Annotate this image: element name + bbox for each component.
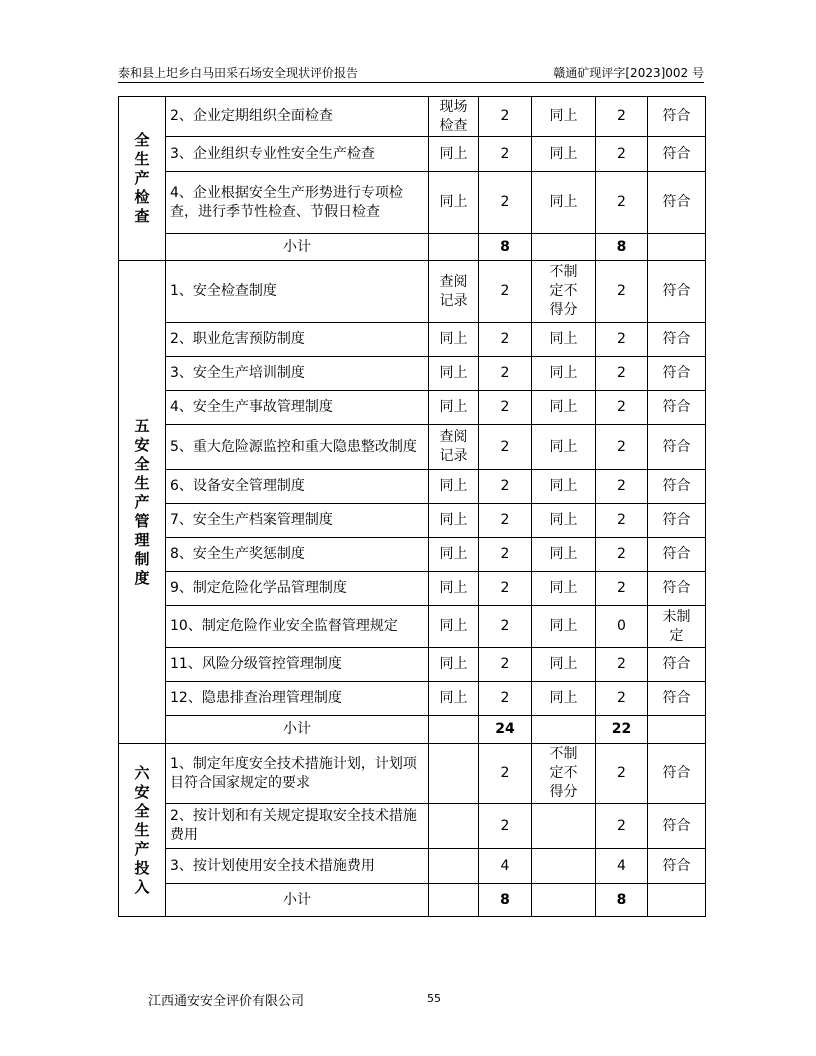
score-cell: 2 — [479, 425, 532, 470]
evaluation-table — [118, 96, 706, 917]
result-cell: 符合 — [648, 504, 706, 538]
result-cell: 符合 — [648, 804, 706, 849]
item-cell: 1、安全检查制度 — [166, 261, 429, 323]
score-cell: 2 — [479, 504, 532, 538]
item-cell: 3、安全生产培训制度 — [166, 357, 429, 391]
result-cell: 符合 — [648, 323, 706, 357]
method-cell: 同上 — [429, 538, 479, 572]
empty-cell — [648, 884, 706, 917]
report-title: 泰和县上圯乡白马田采石场安全现状评价报告 — [118, 66, 359, 80]
criterion-cell: 同上 — [532, 538, 596, 572]
table-row — [119, 323, 706, 357]
page-header — [118, 60, 704, 83]
result-cell: 符合 — [648, 97, 706, 137]
result-cell: 符合 — [648, 391, 706, 425]
item-cell: 2、按计划和有关规定提取安全技术措施费用 — [166, 804, 429, 849]
subtotal-label: 小计 — [166, 884, 429, 917]
subtotal-label: 小计 — [166, 234, 429, 261]
score-cell: 4 — [479, 849, 532, 884]
result-cell: 符合 — [648, 425, 706, 470]
item-cell: 5、重大危险源监控和重大隐患整改制度 — [166, 425, 429, 470]
result-cell: 符合 — [648, 572, 706, 606]
item-cell: 2、企业定期组织全面检查 — [166, 97, 429, 137]
actual-score-cell: 4 — [596, 849, 648, 884]
criterion-cell: 同上 — [532, 606, 596, 648]
method-cell: 同上 — [429, 470, 479, 504]
table-row — [119, 606, 706, 648]
actual-score-cell: 2 — [596, 97, 648, 137]
criterion-cell: 同上 — [532, 97, 596, 137]
result-cell: 符合 — [648, 261, 706, 323]
score-cell: 2 — [479, 357, 532, 391]
item-cell: 9、制定危险化学品管理制度 — [166, 572, 429, 606]
score-cell: 2 — [479, 172, 532, 234]
table-row — [119, 572, 706, 606]
criterion-cell: 同上 — [532, 682, 596, 716]
item-cell: 12、隐患排查治理管理制度 — [166, 682, 429, 716]
subtotal-score: 24 — [479, 716, 532, 744]
actual-score-cell: 2 — [596, 804, 648, 849]
report-number: 赣通矿现评字[2023]002 号 — [553, 66, 704, 80]
criterion-cell: 同上 — [532, 572, 596, 606]
empty-cell — [429, 234, 479, 261]
score-cell: 2 — [479, 804, 532, 849]
empty-cell — [429, 716, 479, 744]
subtotal-row — [119, 884, 706, 917]
table-row — [119, 425, 706, 470]
subtotal-actual: 22 — [596, 716, 648, 744]
criterion-cell: 同上 — [532, 425, 596, 470]
page-number: 55 — [427, 992, 441, 1005]
method-cell: 同上 — [429, 572, 479, 606]
method-cell: 查阅 记录 — [429, 425, 479, 470]
score-cell: 2 — [479, 572, 532, 606]
method-cell: 同上 — [429, 391, 479, 425]
actual-score-cell: 2 — [596, 391, 648, 425]
score-cell: 2 — [479, 606, 532, 648]
actual-score-cell: 2 — [596, 137, 648, 172]
subtotal-actual: 8 — [596, 234, 648, 261]
table-row — [119, 744, 706, 804]
actual-score-cell: 2 — [596, 682, 648, 716]
result-cell: 符合 — [648, 357, 706, 391]
criterion-cell — [532, 804, 596, 849]
method-cell: 同上 — [429, 137, 479, 172]
actual-score-cell: 2 — [596, 323, 648, 357]
item-cell: 11、风险分级管控管理制度 — [166, 648, 429, 682]
empty-cell — [648, 716, 706, 744]
method-cell: 查阅 记录 — [429, 261, 479, 323]
item-cell: 8、安全生产奖惩制度 — [166, 538, 429, 572]
criterion-cell — [532, 849, 596, 884]
table-row — [119, 648, 706, 682]
table-row — [119, 261, 706, 323]
criterion-cell: 同上 — [532, 391, 596, 425]
empty-cell — [429, 884, 479, 917]
result-cell: 符合 — [648, 172, 706, 234]
score-cell: 2 — [479, 137, 532, 172]
subtotal-row — [119, 234, 706, 261]
item-cell: 6、设备安全管理制度 — [166, 470, 429, 504]
footer-company: 江西通安安全评价有限公司 — [148, 994, 305, 1009]
actual-score-cell: 2 — [596, 504, 648, 538]
table-row — [119, 137, 706, 172]
method-cell: 同上 — [429, 357, 479, 391]
score-cell: 2 — [479, 538, 532, 572]
item-cell: 3、按计划使用安全技术措施费用 — [166, 849, 429, 884]
result-cell: 符合 — [648, 682, 706, 716]
actual-score-cell: 2 — [596, 172, 648, 234]
criterion-cell: 同上 — [532, 470, 596, 504]
table-row — [119, 97, 706, 137]
method-cell: 同上 — [429, 504, 479, 538]
score-cell: 2 — [479, 97, 532, 137]
criterion-cell: 同上 — [532, 648, 596, 682]
subtotal-actual: 8 — [596, 884, 648, 917]
score-cell: 2 — [479, 261, 532, 323]
result-cell: 符合 — [648, 744, 706, 804]
result-cell: 符合 — [648, 538, 706, 572]
item-cell: 4、企业根据安全生产形势进行专项检查，进行季节性检查、节假日检查 — [166, 172, 429, 234]
score-cell: 2 — [479, 470, 532, 504]
empty-cell — [532, 884, 596, 917]
criterion-cell: 同上 — [532, 172, 596, 234]
item-cell: 7、安全生产档案管理制度 — [166, 504, 429, 538]
empty-cell — [648, 234, 706, 261]
criterion-cell: 同上 — [532, 323, 596, 357]
table-row — [119, 538, 706, 572]
category-cell: 六 安 全 生 产 投 入 — [119, 744, 166, 917]
subtotal-row — [119, 716, 706, 744]
subtotal-score: 8 — [479, 234, 532, 261]
empty-cell — [532, 234, 596, 261]
table-row — [119, 172, 706, 234]
actual-score-cell: 2 — [596, 648, 648, 682]
result-cell: 符合 — [648, 849, 706, 884]
table-row — [119, 804, 706, 849]
item-cell: 10、制定危险作业安全监督管理规定 — [166, 606, 429, 648]
table-row — [119, 682, 706, 716]
table-row — [119, 849, 706, 884]
actual-score-cell: 2 — [596, 425, 648, 470]
result-cell: 未制 定 — [648, 606, 706, 648]
method-cell: 同上 — [429, 682, 479, 716]
table-row — [119, 391, 706, 425]
category-cell: 五 安 全 生 产 管 理 制 度 — [119, 261, 166, 744]
item-cell: 2、职业危害预防制度 — [166, 323, 429, 357]
category-cell: 全 生 产 检 查 — [119, 97, 166, 261]
actual-score-cell: 2 — [596, 744, 648, 804]
method-cell: 现场 检查 — [429, 97, 479, 137]
empty-cell — [532, 716, 596, 744]
criterion-cell: 同上 — [532, 137, 596, 172]
table-row — [119, 470, 706, 504]
subtotal-label: 小计 — [166, 716, 429, 744]
criterion-cell: 不制 定不 得分 — [532, 744, 596, 804]
method-cell: 同上 — [429, 172, 479, 234]
item-cell: 1、制定年度安全技术措施计划，计划项目符合国家规定的要求 — [166, 744, 429, 804]
actual-score-cell: 2 — [596, 357, 648, 391]
score-cell: 2 — [479, 323, 532, 357]
method-cell — [429, 804, 479, 849]
criterion-cell: 同上 — [532, 357, 596, 391]
score-cell: 2 — [479, 391, 532, 425]
method-cell: 同上 — [429, 606, 479, 648]
subtotal-score: 8 — [479, 884, 532, 917]
actual-score-cell: 2 — [596, 538, 648, 572]
result-cell: 符合 — [648, 137, 706, 172]
actual-score-cell: 2 — [596, 572, 648, 606]
method-cell: 同上 — [429, 648, 479, 682]
result-cell: 符合 — [648, 470, 706, 504]
score-cell: 2 — [479, 648, 532, 682]
method-cell — [429, 744, 479, 804]
actual-score-cell: 2 — [596, 470, 648, 504]
method-cell: 同上 — [429, 323, 479, 357]
table-row — [119, 504, 706, 538]
score-cell: 2 — [479, 682, 532, 716]
method-cell — [429, 849, 479, 884]
actual-score-cell: 0 — [596, 606, 648, 648]
criterion-cell: 不制 定不 得分 — [532, 261, 596, 323]
item-cell: 4、安全生产事故管理制度 — [166, 391, 429, 425]
table-row — [119, 357, 706, 391]
result-cell: 符合 — [648, 648, 706, 682]
criterion-cell: 同上 — [532, 504, 596, 538]
score-cell: 2 — [479, 744, 532, 804]
item-cell: 3、企业组织专业性安全生产检查 — [166, 137, 429, 172]
actual-score-cell: 2 — [596, 261, 648, 323]
